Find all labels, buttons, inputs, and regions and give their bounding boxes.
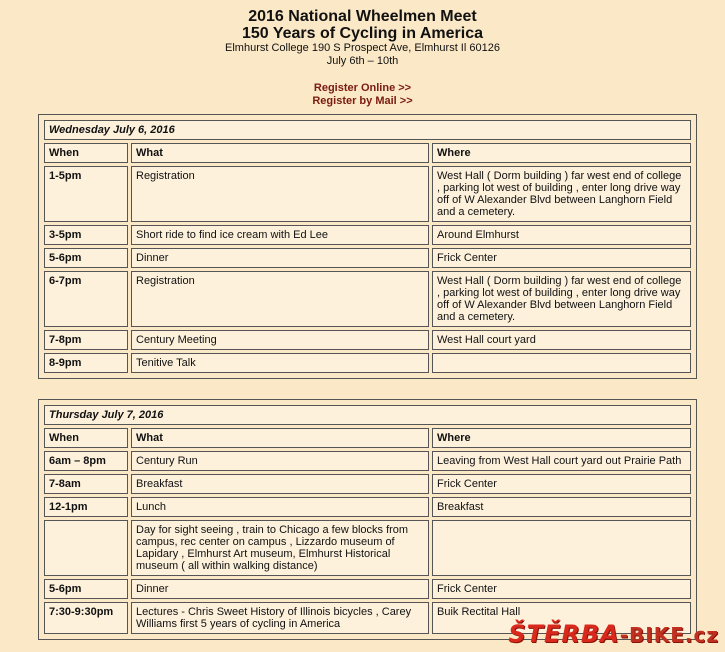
cell-when: 7:30-9:30pm bbox=[44, 602, 128, 634]
cell-what: Dinner bbox=[131, 248, 429, 268]
cell-where bbox=[432, 353, 691, 373]
column-header-row bbox=[44, 428, 691, 448]
cell-where: Frick Center bbox=[432, 474, 691, 494]
col-what: What bbox=[131, 428, 429, 448]
cell-where: Frick Center bbox=[432, 579, 691, 599]
watermark-suffix: -BIKE.cz bbox=[619, 623, 719, 647]
cell-where bbox=[432, 520, 691, 576]
cell-when: 7-8am bbox=[44, 474, 128, 494]
cell-what: Day for sight seeing , train to Chicago a few blocks from campus, rec center on campus , Lizzardo museum of Lapidary , Elmhurst Art museum, Elmhurst Historical museum ( all within walking distance) bbox=[131, 520, 429, 576]
cell-what: Short ride to find ice cream with Ed Lee bbox=[131, 225, 429, 245]
day-heading: Thursday July 7, 2016 bbox=[44, 405, 691, 425]
table-row bbox=[44, 579, 691, 599]
cell-where: West Hall ( Dorm building ) far west end of college , parking lot west of building , enter long drive way off of W Alexander Blvd between Langhorn Field and a cemetery. bbox=[432, 166, 691, 222]
cell-where: West Hall court yard bbox=[432, 330, 691, 350]
page-subtitle: 150 Years of Cycling in America bbox=[241, 25, 483, 42]
schedule-table bbox=[41, 402, 694, 637]
col-where: Where bbox=[432, 428, 691, 448]
cell-when: 5-6pm bbox=[44, 248, 128, 268]
table-row bbox=[44, 474, 691, 494]
watermark-logo bbox=[508, 620, 719, 648]
table-row bbox=[44, 248, 691, 268]
register-online-link[interactable]: Register Online >> bbox=[313, 82, 412, 94]
cell-what: Breakfast bbox=[131, 474, 429, 494]
cell-where: Buik Rectital Hall bbox=[432, 602, 691, 634]
table-row bbox=[44, 166, 691, 222]
cell-where: West Hall ( Dorm building ) far west end of college , parking lot west of building , enter long drive way off of W Alexander Blvd between Langhorn Field and a cemetery. bbox=[432, 271, 691, 327]
cell-what: Registration bbox=[131, 271, 429, 327]
page-header bbox=[0, 0, 725, 108]
cell-where: Breakfast bbox=[432, 497, 691, 517]
cell-what: Registration bbox=[131, 166, 429, 222]
table-row bbox=[44, 497, 691, 517]
event-dates: July 6th – 10th bbox=[326, 55, 399, 67]
table-row bbox=[44, 271, 691, 327]
register-mail-link[interactable]: Register by Mail >> bbox=[312, 95, 413, 107]
watermark-brand: ŠTĚRBA bbox=[508, 620, 620, 648]
schedule-wednesday bbox=[38, 114, 697, 379]
register-links bbox=[0, 82, 725, 108]
cell-where: Frick Center bbox=[432, 248, 691, 268]
cell-when: 5-6pm bbox=[44, 579, 128, 599]
column-header-row bbox=[44, 143, 691, 163]
page-title: 2016 National Wheelmen Meet bbox=[248, 8, 477, 25]
cell-when: 8-9pm bbox=[44, 353, 128, 373]
cell-what: Lunch bbox=[131, 497, 429, 517]
cell-when: 7-8pm bbox=[44, 330, 128, 350]
cell-what: Century Meeting bbox=[131, 330, 429, 350]
col-when: When bbox=[44, 428, 128, 448]
cell-when: 6am – 8pm bbox=[44, 451, 128, 471]
cell-when bbox=[44, 520, 128, 576]
cell-what: Century Run bbox=[131, 451, 429, 471]
cell-when: 12-1pm bbox=[44, 497, 128, 517]
cell-when: 6-7pm bbox=[44, 271, 128, 327]
col-when: When bbox=[44, 143, 128, 163]
schedule-thursday bbox=[38, 399, 697, 640]
cell-where: Leaving from West Hall court yard out Prairie Path bbox=[432, 451, 691, 471]
col-what: What bbox=[131, 143, 429, 163]
schedule-table bbox=[41, 117, 694, 376]
address: Elmhurst College 190 S Prospect Ave, Elmhurst Il 60126 bbox=[225, 42, 500, 54]
cell-where: Around Elmhurst bbox=[432, 225, 691, 245]
table-row bbox=[44, 353, 691, 373]
cell-when: 3-5pm bbox=[44, 225, 128, 245]
col-where: Where bbox=[432, 143, 691, 163]
cell-what: Lectures - Chris Sweet History of Illinois bicycles , Carey Williams first 5 years of cycling in America bbox=[131, 602, 429, 634]
table-row bbox=[44, 451, 691, 471]
table-row bbox=[44, 330, 691, 350]
cell-when: 1-5pm bbox=[44, 166, 128, 222]
cell-what: Dinner bbox=[131, 579, 429, 599]
cell-what: Tenitive Talk bbox=[131, 353, 429, 373]
table-row bbox=[44, 520, 691, 576]
table-row bbox=[44, 225, 691, 245]
day-heading: Wednesday July 6, 2016 bbox=[44, 120, 691, 140]
